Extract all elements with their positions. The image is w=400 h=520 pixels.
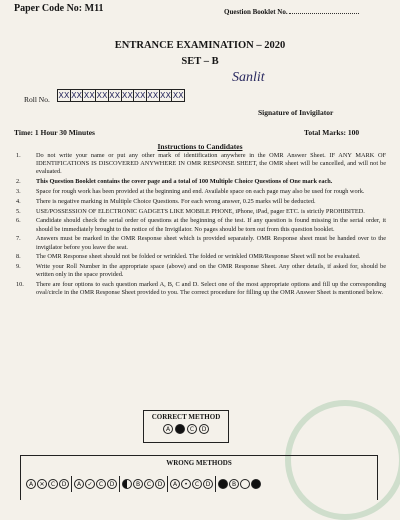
bubble-a: A [26,479,36,489]
wrong-method-cross [24,476,72,492]
instruction-item [16,281,386,297]
instruction-item [16,217,386,233]
instruction-text: Do not write your name or put any other mark of identification anywhere in the OMR Answer Sheet. IF ANY MARK OF IDENTIFICATIONS IS DISCOVERED ANYWHERE IN OMR RESPONSE SHEET, the OMR sheet will be cancelled, and will not be evaluated. [36,152,386,176]
bubble-filled-icon [218,479,228,489]
bubble-d: D [59,479,69,489]
instructions-list [16,152,386,299]
correct-method-title: CORRECT METHOD [151,413,221,421]
bubble-c: C [144,479,154,489]
instruction-number: 7. [16,235,21,243]
instruction-item [16,152,386,177]
correct-method-box [143,410,229,443]
exam-time: Time: 1 Hour 30 Minutes [14,128,95,137]
exam-title: ENTRANCE EXAMINATION – 2020 [114,40,286,51]
bubble-c: C [96,479,106,489]
roll-number-boxes [57,89,185,102]
instructions-heading: Instructions to Candidates [157,142,243,151]
instruction-number: 10. [16,281,24,289]
set-label: SET – B [181,56,219,67]
roll-cell: XX [134,91,146,100]
bubble-filled-icon [251,479,261,489]
roll-cell: XX [96,91,108,100]
roll-cell: XX [147,91,159,100]
instruction-number: 4. [16,197,21,205]
instruction-item [16,263,386,279]
paper-code: Paper Code No: M11 [14,3,104,14]
instruction-number: 8. [16,253,21,261]
instruction-number: 6. [16,217,21,225]
instruction-text: Write your Roll Number in the appropriate space (above) and on the OMR Response Sheet. Any other details, if asked for, should be written only in the space provided. [36,263,386,279]
instruction-number: 3. [16,188,21,195]
bubble-a: A [163,424,173,434]
instruction-item [16,253,386,261]
bubble-a: A [74,479,84,489]
roll-cell: XX [109,91,121,100]
bubble-c: C [48,479,58,489]
roll-cell: XX [159,91,171,100]
bubble-b-filled: B [175,424,185,434]
instruction-item [16,178,386,186]
roll-cell: XX [172,91,184,100]
instruction-text: There are four options to each question marked A, B, C and D. Select one of the most appropriate options and fill up the corresponding oval/circle in the OMR Response Sheet provided to you. The correct procedure for filling up the OMR Answer Sheet is mentioned below. [36,281,386,297]
correct-method-bubbles [144,424,228,434]
wrong-methods-title: WRONG METHODS [166,459,232,467]
booklet-label: Question Booklet No. [224,8,288,16]
bubble-dotted-icon: • [181,479,191,489]
instruction-number: 1. [16,152,21,159]
booklet-number-blank [289,6,359,14]
instruction-number: 5. [16,207,21,215]
wrong-method-multi-fill [216,476,263,492]
instruction-text: USE/POSSESSION OF ELECTRONIC GADGETS LIKE MOBILE PHONE, iPhone, iPad, pager ETC. is strictly PROHIBITED. [36,207,365,215]
bubble-d: D [199,424,209,434]
instruction-text: Candidate should check the serial order of questions at the beginning of the test. If any question is found missing in the serial order, it should be immediately brought to the notice of the Invigilator. No pages should be torn out from this question booklet. [36,217,386,233]
bubble-c: C [187,424,197,434]
roll-cell: XX [71,91,83,100]
roll-cell: XX [121,91,133,100]
instruction-number: 9. [16,263,21,271]
instruction-text: There is negative marking in Multiple Choice Questions. For each wrong answer, 0.25 marks will be deducted. [36,197,316,205]
bubble-b: B [229,479,239,489]
instruction-text: This Question Booklet contains the cover page and a total of 100 Multiple Choice Questions of One mark each. [36,178,333,186]
bubble-d: D [203,479,213,489]
roll-cell: XX [83,91,95,100]
bubble-d: D [155,479,165,489]
bubble-a: A [170,479,180,489]
bubble-crossed-icon: ✕ [37,479,47,489]
instruction-text: Answers must be marked in the OMR Response sheet which is provided separately. OMR Response sheet must be handed over to the invigilator before you leave the seat. [36,235,386,251]
wrong-method-half-fill [120,476,168,492]
instruction-item [16,235,386,251]
bubble-ticked-icon: ✓ [85,479,95,489]
roll-cell: XX [58,91,70,100]
bubble-half-filled-icon [122,479,132,489]
question-booklet-no [224,6,359,16]
wrong-methods-box [20,455,378,500]
signature-label: Signature of Invigilator [258,108,334,117]
bubble-d: D [107,479,117,489]
wrong-method-dot [168,476,216,492]
bubble-b: B [133,479,143,489]
instruction-item [16,198,386,206]
invigilator-signature: Sanlit [232,70,265,85]
instruction-text: Space for rough work has been provided at the beginning and end. Available space on each page may also be used for rough work. [36,188,365,195]
roll-label: Roll No. [24,95,50,104]
bubble-c: C [192,479,202,489]
instruction-text: The OMR Response sheet should not be folded or wrinkled. The folded or wrinkled OMR/Response Sheet will not be evaluated. [36,253,361,261]
instruction-item [16,208,386,216]
wrong-method-tick [72,476,120,492]
instruction-item [16,188,386,196]
instruction-number: 2. [16,178,21,186]
bubble-ring-icon [240,479,250,489]
wrong-methods-row [24,476,378,492]
total-marks: Total Marks: 100 [304,128,360,137]
